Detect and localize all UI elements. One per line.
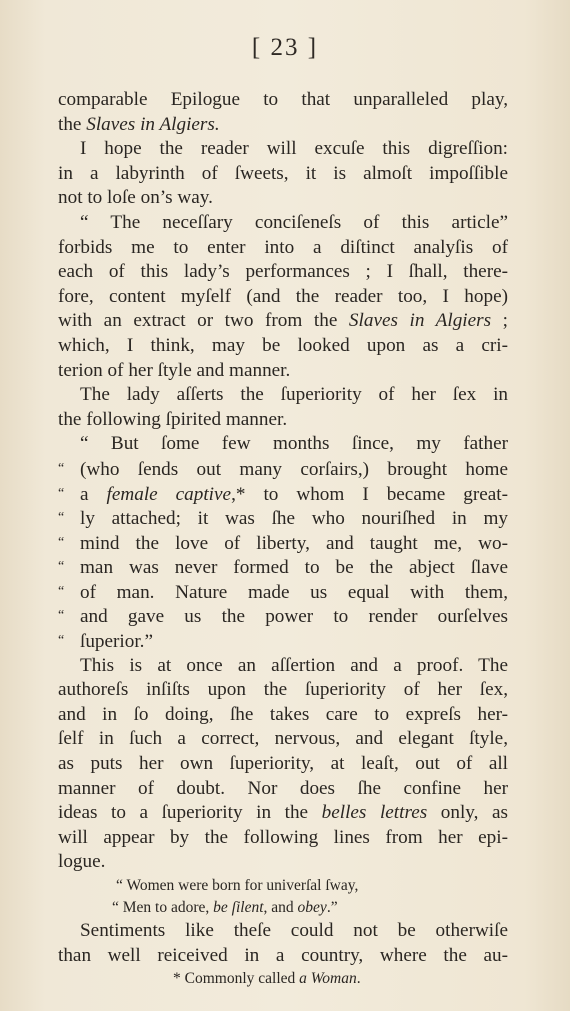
text-line: as puts her own ſuperiority, at leaſt, out of all	[58, 753, 508, 775]
paragraph-lines	[58, 88, 508, 875]
text-line: ideas to a ſuperiority in the belles lettres only, as	[58, 802, 508, 824]
page-number: [ 23 ]	[251, 34, 319, 61]
text-line: fore, content myſelf (and the reader too, I hope)	[58, 285, 508, 307]
text-line: terion of her ſtyle and manner.	[58, 359, 291, 381]
text-line: and in ſo doing, ſhe takes care to expreſs her-	[58, 703, 508, 725]
text-line: will appear by the following lines from her epi-	[58, 826, 508, 848]
text-line: The lady aſſerts the ſuperiority of her ſex in	[80, 384, 508, 406]
text-line: the Slaves in Algiers.	[58, 113, 220, 135]
tail-lines	[58, 919, 508, 968]
poem-quote	[58, 875, 508, 919]
text-line: which, I think, may be looked upon as a cri-	[58, 334, 508, 356]
text-line: in a labyrinth of ſweets, it is almoſt impoſſible	[58, 162, 508, 184]
text-line: each of this lady’s performances ; I ſhall, there-	[58, 261, 508, 283]
text-line: authoreſs inſiſts upon the ſuperiority of her ſex,	[58, 679, 508, 701]
footnote: * Commonly called a Woman.	[173, 970, 361, 988]
text-line: logue.	[58, 851, 106, 873]
text-line: “ ſuperior.”	[58, 631, 153, 653]
body-text	[58, 88, 508, 990]
poem-line: “ Men to adore, be ſilent, and obey.”	[112, 899, 338, 916]
text-line: forbids me to enter into a diſtinct analyſis of	[58, 236, 508, 258]
text-line: the following ſpirited manner.	[58, 408, 288, 430]
text-line: “ of man. Nature made us equal with them,	[58, 581, 508, 603]
text-line: This is at once an aſſertion and a proof. The	[80, 654, 508, 676]
text-line: I hope the reader will excuſe this digreſſion:	[80, 138, 508, 160]
text-line: not to loſe on’s way.	[58, 187, 213, 209]
text-line: “ a female captive,* to whom I became great-	[58, 483, 509, 505]
text-line: comparable Epilogue to that unparalleled play,	[58, 89, 508, 110]
text-line: “ (who ſends out many corſairs,) brought home	[58, 458, 508, 480]
text-line: “ ly attached; it was ſhe who nouriſhed in my	[58, 508, 508, 530]
text-line: manner of doubt. Nor does ſhe confine her	[58, 777, 508, 799]
text-line: “ man was never formed to be the abject ſlave	[58, 557, 508, 579]
text-line: than well reiceived in a country, where the au-	[58, 944, 508, 966]
text-line: ſelf in ſuch a correct, nervous, and elegant ſtyle,	[58, 728, 508, 750]
text-line: with an extract or two from the Slaves in Algiers ;	[58, 310, 508, 332]
text-line: “ and gave us the power to render ourſelves	[58, 606, 508, 628]
text-line: Sentiments like theſe could not be otherwiſe	[80, 920, 508, 941]
text-line: “ The neceſſary conciſeneſs of this article”	[80, 211, 508, 233]
text-line: “ mind the love of liberty, and taught me, wo-	[58, 532, 508, 554]
poem-line: “ Women were born for univerſal ſway,	[116, 877, 359, 894]
text-line: “ But ſome few months ſince, my father	[80, 433, 508, 455]
